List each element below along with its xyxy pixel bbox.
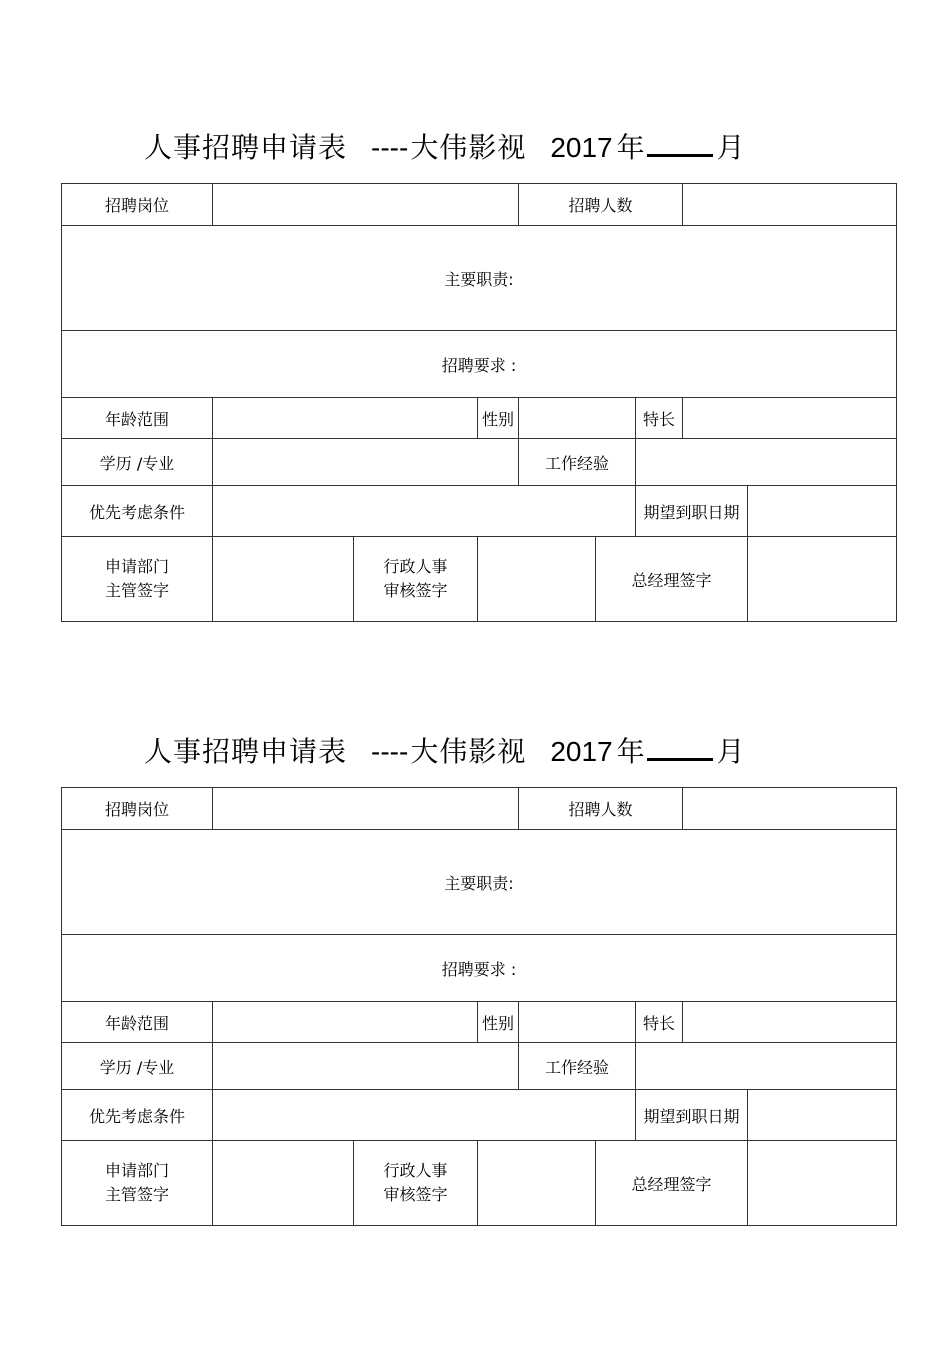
title-month-unit: 月 xyxy=(716,131,745,164)
month-blank-field[interactable] xyxy=(647,128,713,157)
specialty-field[interactable] xyxy=(683,398,897,439)
gender-field[interactable] xyxy=(519,398,636,439)
gender-field[interactable] xyxy=(519,1002,636,1043)
form-table xyxy=(61,787,897,1226)
start-date-field[interactable] xyxy=(748,486,897,537)
position-field[interactable] xyxy=(213,788,519,830)
requirements-label: 招聘要求 : xyxy=(441,959,517,979)
gm-sign-field[interactable] xyxy=(748,537,897,622)
age-range-label: 年龄范围 xyxy=(62,398,213,439)
position-label: 招聘岗位 xyxy=(62,184,213,226)
recruitment-form-2 xyxy=(61,726,896,1226)
gender-label: 性别 xyxy=(478,1002,519,1043)
specialty-field[interactable] xyxy=(683,1002,897,1043)
gm-sign-field[interactable] xyxy=(748,1141,897,1226)
hr-sign-label-line2: 审核签字 xyxy=(383,581,448,600)
form-title xyxy=(61,726,896,787)
dept-sign-label-line1: 申请部门 xyxy=(104,1161,169,1180)
duties-label: 主要职责: xyxy=(444,873,514,893)
recruitment-form-1 xyxy=(61,122,896,622)
dept-sign-label xyxy=(62,537,213,622)
experience-label: 工作经验 xyxy=(519,1043,636,1090)
dept-sign-field[interactable] xyxy=(213,1141,354,1226)
headcount-field[interactable] xyxy=(683,184,897,226)
experience-field[interactable] xyxy=(636,439,897,486)
hr-sign-label xyxy=(354,1141,478,1226)
age-range-label: 年龄范围 xyxy=(62,1002,213,1043)
education-field[interactable] xyxy=(213,439,519,486)
preferred-field[interactable] xyxy=(213,1090,636,1141)
specialty-label: 特长 xyxy=(636,398,683,439)
duties-field[interactable] xyxy=(62,830,897,935)
education-field[interactable] xyxy=(213,1043,519,1090)
gm-sign-label: 总经理签字 xyxy=(596,1141,748,1226)
hr-sign-field[interactable] xyxy=(478,537,596,622)
form-title xyxy=(61,122,896,183)
headcount-label: 招聘人数 xyxy=(519,184,683,226)
dept-sign-label xyxy=(62,1141,213,1226)
age-range-field[interactable] xyxy=(213,398,478,439)
dept-sign-label-line2: 主管签字 xyxy=(104,581,169,600)
hr-sign-label-line1: 行政人事 xyxy=(383,557,448,576)
title-company: 大伟影视 xyxy=(410,131,527,164)
hr-sign-label-line1: 行政人事 xyxy=(383,1161,448,1180)
experience-label: 工作经验 xyxy=(519,439,636,486)
requirements-field[interactable] xyxy=(62,331,897,398)
headcount-field[interactable] xyxy=(683,788,897,830)
preferred-field[interactable] xyxy=(213,486,636,537)
title-separator: ---- xyxy=(371,736,409,767)
gender-label: 性别 xyxy=(478,398,519,439)
title-company: 大伟影视 xyxy=(410,735,527,768)
requirements-field[interactable] xyxy=(62,935,897,1002)
title-year: 2017 xyxy=(550,132,613,163)
dept-sign-field[interactable] xyxy=(213,537,354,622)
age-range-field[interactable] xyxy=(213,1002,478,1043)
title-name: 人事招聘申请表 xyxy=(144,735,348,768)
hr-sign-field[interactable] xyxy=(478,1141,596,1226)
title-year-unit: 年 xyxy=(616,131,645,164)
title-month-unit: 月 xyxy=(716,735,745,768)
hr-sign-label xyxy=(354,537,478,622)
start-date-label: 期望到职日期 xyxy=(636,486,748,537)
specialty-label: 特长 xyxy=(636,1002,683,1043)
month-blank-field[interactable] xyxy=(647,732,713,761)
start-date-label: 期望到职日期 xyxy=(636,1090,748,1141)
preferred-label: 优先考虑条件 xyxy=(62,1090,213,1141)
dept-sign-label-line1: 申请部门 xyxy=(104,557,169,576)
gm-sign-label: 总经理签字 xyxy=(596,537,748,622)
form-table xyxy=(61,183,897,622)
education-label: 学历 /专业 xyxy=(62,439,213,486)
duties-label: 主要职责: xyxy=(444,269,514,289)
experience-field[interactable] xyxy=(636,1043,897,1090)
preferred-label: 优先考虑条件 xyxy=(62,486,213,537)
dept-sign-label-line2: 主管签字 xyxy=(104,1185,169,1204)
requirements-label: 招聘要求 : xyxy=(441,355,517,375)
hr-sign-label-line2: 审核签字 xyxy=(383,1185,448,1204)
title-name: 人事招聘申请表 xyxy=(144,131,348,164)
headcount-label: 招聘人数 xyxy=(519,788,683,830)
start-date-field[interactable] xyxy=(748,1090,897,1141)
position-field[interactable] xyxy=(213,184,519,226)
position-label: 招聘岗位 xyxy=(62,788,213,830)
title-year-unit: 年 xyxy=(616,735,645,768)
title-separator: ---- xyxy=(371,132,409,163)
education-label: 学历 /专业 xyxy=(62,1043,213,1090)
duties-field[interactable] xyxy=(62,226,897,331)
title-year: 2017 xyxy=(550,736,613,767)
